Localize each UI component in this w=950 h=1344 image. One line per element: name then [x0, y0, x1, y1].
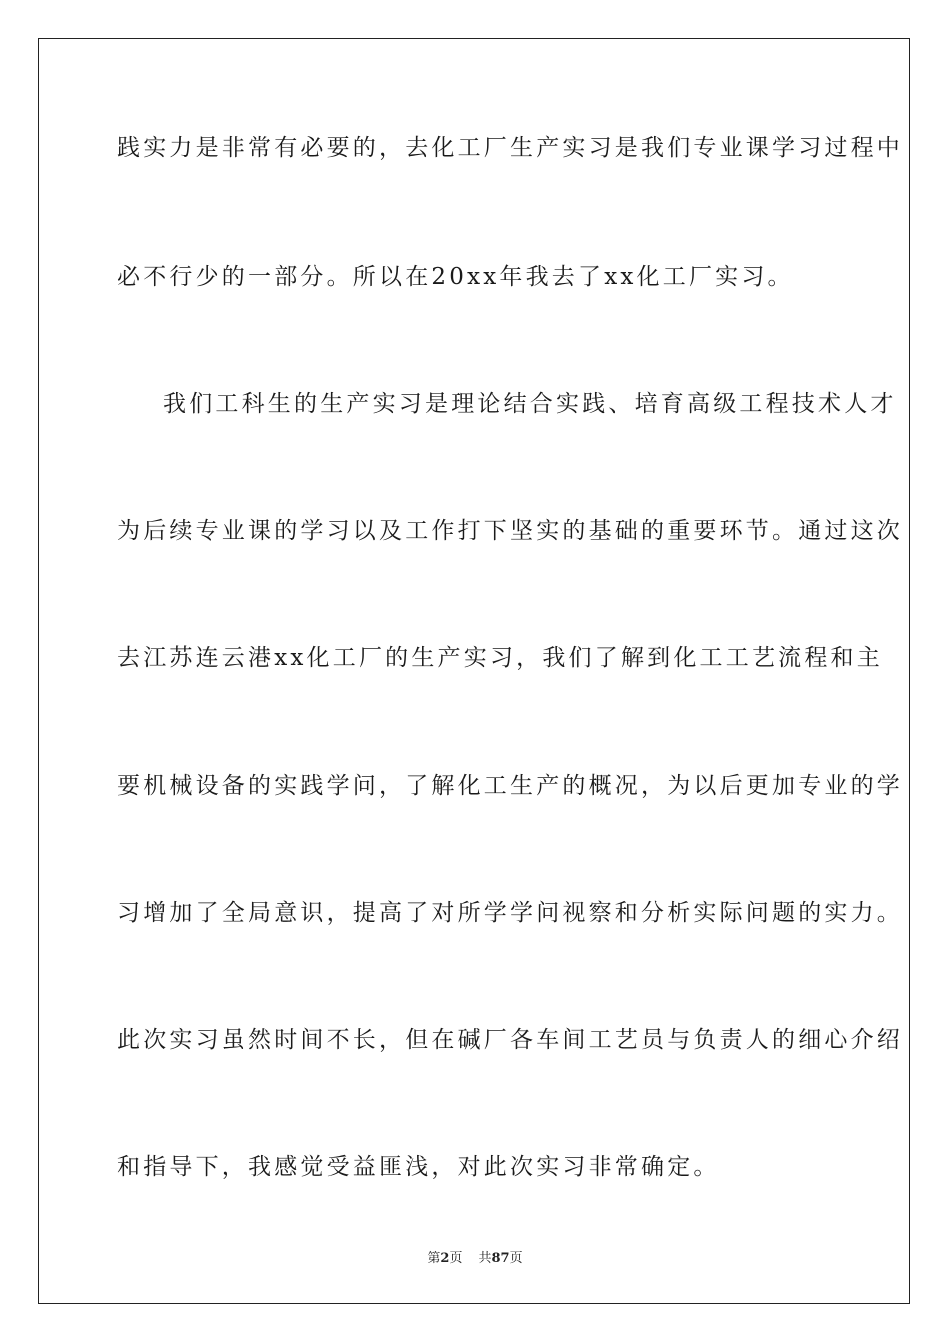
body-line: 要机械设备的实践学问，了解化工生产的概况，为以后更加专业的学: [117, 773, 903, 799]
body-line: 必不行少的一部分。所以在20xx年我去了xx化工厂实习。: [117, 264, 794, 290]
body-line: 习增加了全局意识，提高了对所学学问视察和分析实际问题的实力。: [117, 900, 903, 926]
page-footer: [0, 1247, 950, 1266]
page-suffix: 页: [449, 1251, 463, 1266]
page-prefix: 第: [427, 1251, 441, 1266]
total-prefix: 共: [478, 1251, 492, 1266]
body-line: 为后续专业课的学习以及工作打下坚实的基础的重要环节。通过这次: [117, 518, 903, 544]
body-line: 和指导下，我感觉受益匪浅，对此次实习非常确定。: [117, 1154, 720, 1180]
total-suffix: 页: [509, 1251, 523, 1266]
total-pages: 87: [491, 1251, 510, 1266]
body-line: 此次实习虽然时间不长，但在碱厂各车间工艺员与负责人的细心介绍: [117, 1027, 903, 1053]
body-line: 践实力是非常有必要的，去化工厂生产实习是我们专业课学习过程中: [117, 135, 903, 161]
body-line: 去江苏连云港xx化工厂的生产实习，我们了解到化工工艺流程和主: [117, 645, 883, 671]
page-number: 2: [440, 1251, 450, 1266]
paragraph-start-line: 我们工科生的生产实习是理论结合实践、培育高级工程技术人才: [163, 391, 897, 417]
